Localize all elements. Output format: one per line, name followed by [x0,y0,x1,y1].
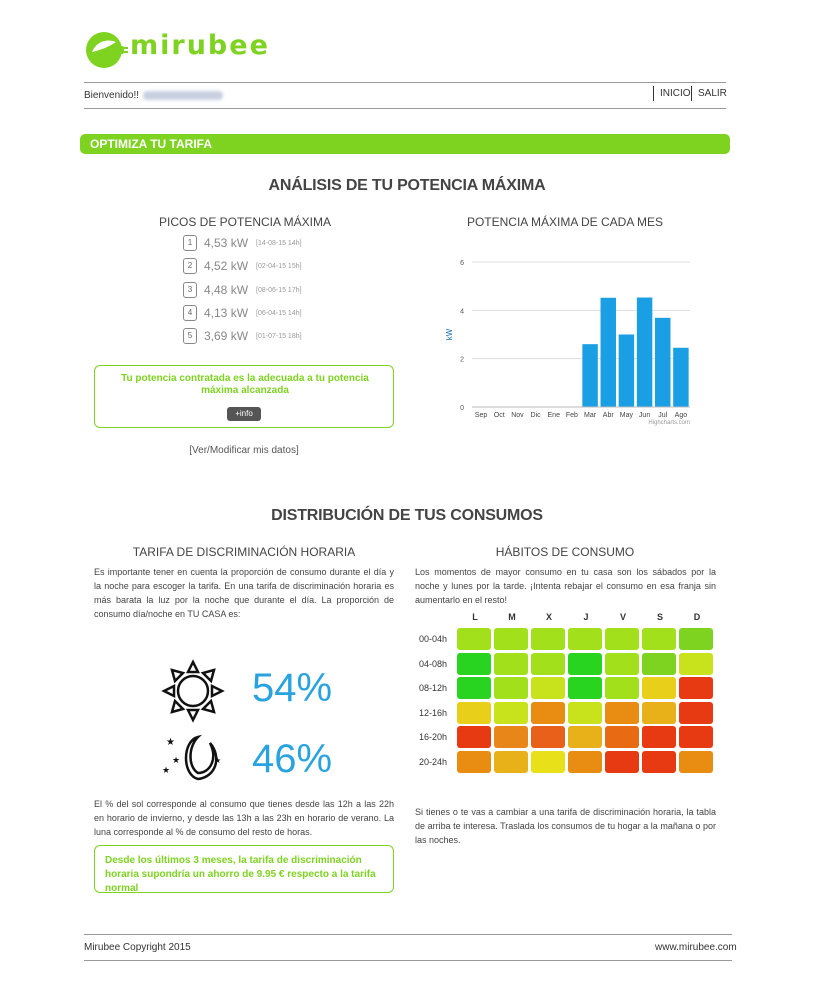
day-percentage: 54% [252,666,333,710]
heatmap-cell [494,726,528,748]
heatmap-day-label: V [619,612,626,622]
svg-text:★: ★ [162,765,171,775]
info-button[interactable]: +info [227,407,261,421]
peak-date: [06-04-15 14h] [256,309,302,317]
chart-x-tick-label: Jun [638,412,651,419]
heatmap-cell [494,653,528,675]
heatmap-cell [679,751,713,773]
chart-x-tick-label: Mar [584,412,597,419]
heatmap-cell [494,702,528,724]
footer-copyright: Mirubee Copyright 2015 [84,942,191,953]
saving-message: Desde los últimos 3 meses, la tarifa de discriminación horaria supondría un ahorro de 9.95 € respecto a la tarifa normal [105,855,376,894]
chart-bar [673,348,688,407]
heatmap-cell [605,677,639,699]
chart-x-tick-label: Nov [511,412,524,419]
svg-text:★: ★ [214,756,222,765]
heatmap-hour-label: 08-12h [419,683,448,693]
section-banner [80,134,730,154]
peak-rank: 1 [183,235,197,251]
heatmap-cell [679,628,713,650]
heatmap-cell [568,726,602,748]
heatmap-cell [605,726,639,748]
heatmap-cell [531,677,565,699]
chart-y-tick-label: 0 [460,405,464,412]
heatmap-cell [457,653,491,675]
heatmap-hour-label: 04-08h [419,658,448,669]
heatmap-cell [531,653,565,675]
heatmap-cell [568,628,602,650]
potencia-status-message: Tu potencia contratada es la adecuada a tu potencia máxima alcanzada [121,373,369,396]
nav-salir-link[interactable]: SALIR [691,86,733,101]
heatmap-cell [568,702,602,724]
habitos-footer-text: Si tienes o te vas a cambiar a una tarifa de discriminación horaria, la tabla de arriba te interesa. Traslada los consumos de tu hogar a la mañana o por las noches. [415,807,716,845]
heatmap-cell [679,677,713,699]
heatmap-cell [494,677,528,699]
heatmap-day-label: S [656,612,663,622]
peak-date: [14-08-15 14h] [256,239,302,247]
chart-x-tick-label: Oct [493,412,505,419]
consumos-section-title: DISTRIBUCIÓN DE TUS CONSUMOS [271,507,543,524]
edit-data-link[interactable]: [Ver/Modificar mis datos] [189,445,299,456]
chart-x-tick-label: May [619,412,634,419]
peak-value: 4,52 kW [204,259,249,273]
saving-box [94,845,394,893]
heatmap-cell [568,653,602,675]
chart-x-tick-label: Feb [565,412,578,419]
heatmap-cell [679,653,713,675]
monthly-power-chart [440,250,700,430]
chart-bar [655,318,670,407]
heatmap-cell [531,628,565,650]
chart-bar [601,298,616,407]
peak-item [183,235,302,253]
chart-y-axis-label: kW [445,328,454,341]
chart-title: POTENCIA MÁXIMA DE CADA MES [466,215,664,229]
heatmap-cell [457,751,491,773]
chart-x-tick-label: Jul [658,412,668,419]
chart-x-tick-label: Sep [474,412,488,419]
user-email-masked [143,91,223,100]
heatmap-cell [642,726,676,748]
heatmap-cell [605,702,639,724]
night-percentage: 46% [252,737,333,781]
chart-bar [637,298,652,407]
welcome-message [84,90,223,101]
heatmap-hour-label: 00-04h [419,634,448,644]
peak-date: [01-07-15 18h] [256,332,302,340]
peak-rank: 2 [183,258,197,274]
potencia-section-title: ANÁLISIS DE TU POTENCIA MÁXIMA [268,177,546,194]
logo-text: mirubee [130,30,270,61]
tarifa-description: Es importante tener en cuenta la proporción de consumo durante el día y la noche para escoger la tarifa. En una tarifa de discriminación horaria es más barata la luz por la noche que durante el día. La proporción de consumo día/noche en TU CASA es: [94,567,394,619]
heatmap-cell [679,702,713,724]
footer-website-link[interactable]: www.mirubee.com [655,942,737,953]
footer-divider-bottom [84,960,732,961]
peak-date: [08-06-15 17h] [256,286,302,294]
percentage-explanation: El % del sol corresponde al consumo que tienes desde las 12h a las 22h en horario de invierno, y desde las 13h a las 23h en horario de verano. La luna corresponde al % de consumo del resto de horas. [94,799,394,837]
heatmap-cell [642,653,676,675]
heatmap-day-label: M [508,612,516,622]
chart-bar [582,344,597,407]
heatmap-cell [642,628,676,650]
heatmap-hour-label: 12-16h [419,707,448,718]
habitos-title: HÁBITOS DE CONSUMO [495,545,635,559]
tarifa-title: TARIFA DE DISCRIMINACIÓN HORARIA [132,545,356,559]
peak-value: 4,53 kW [204,236,249,250]
chart-x-tick-label: Abr [602,412,614,419]
peak-value: 4,48 kW [204,283,249,297]
peak-value: 3,69 kW [204,329,249,343]
heatmap-day-label: L [472,612,478,622]
heatmap-cell [531,751,565,773]
heatmap-cell [531,726,565,748]
svg-text:★: ★ [166,737,175,748]
heatmap-cell [605,653,639,675]
peak-rank: 5 [183,328,197,344]
peak-item [183,258,302,276]
chart-y-tick-label: 2 [460,356,464,364]
welcome-text: Bienvenido!! [84,90,140,101]
heatmap-hour-label: 20-24h [419,756,448,767]
heatmap-cell [568,677,602,699]
chart-bar [619,335,634,408]
svg-text:★: ★ [172,755,181,765]
heatmap-cell [679,726,713,748]
header-divider-top [84,82,726,83]
heatmap-cell [494,628,528,650]
banner-title: OPTIMIZA TU TARIFA [90,137,212,151]
nav-inicio-link[interactable]: INICIO [653,86,697,101]
sun-icon [160,658,226,724]
heatmap-day-label: X [545,612,552,622]
peak-rank: 3 [183,282,197,298]
peak-item [183,305,302,323]
plug-leaf-icon [84,28,130,74]
header-divider-bottom [84,108,726,109]
chart-x-tick-label: Dic [530,412,541,419]
heatmap-hour-label: 16-20h [419,732,448,742]
heatmap-day-label: D [693,612,701,622]
heatmap-cell [457,677,491,699]
heatmap-cell [457,726,491,748]
heatmap-cell [531,702,565,724]
heatmap-cell [642,677,676,699]
chart-y-tick-label: 4 [460,308,464,316]
heatmap-cell [642,751,676,773]
peak-item [183,282,302,300]
heatmap-cell [605,628,639,650]
heatmap-cell [494,751,528,773]
heatmap-cell [642,702,676,724]
heatmap-cell [457,702,491,724]
heatmap-day-label: J [583,612,589,622]
habitos-description: Los momentos de mayor consumo en tu casa son los sábados por la noche y lunes por la tarde. ¡Intenta rebajar el consumo en esa franja sin aumentarlo en el resto! [415,567,716,605]
consumption-heatmap [415,612,720,782]
picos-title: PICOS DE POTENCIA MÁXIMA [158,215,332,229]
chart-credits: Highcharts.com [648,420,690,426]
heatmap-cell [457,628,491,650]
peak-rank: 4 [183,305,197,321]
chart-x-tick-label: Ene [547,412,560,419]
chart-x-tick-label: Ago [674,412,688,419]
peak-value: 4,13 kW [204,306,249,320]
peak-item [183,328,302,346]
moon-stars-icon [160,733,226,783]
heatmap-cell [605,751,639,773]
peak-date: [02-04-15 15h] [256,262,302,270]
footer-divider-top [84,934,732,935]
heatmap-cell [568,751,602,773]
chart-y-tick-label: 6 [460,260,464,267]
